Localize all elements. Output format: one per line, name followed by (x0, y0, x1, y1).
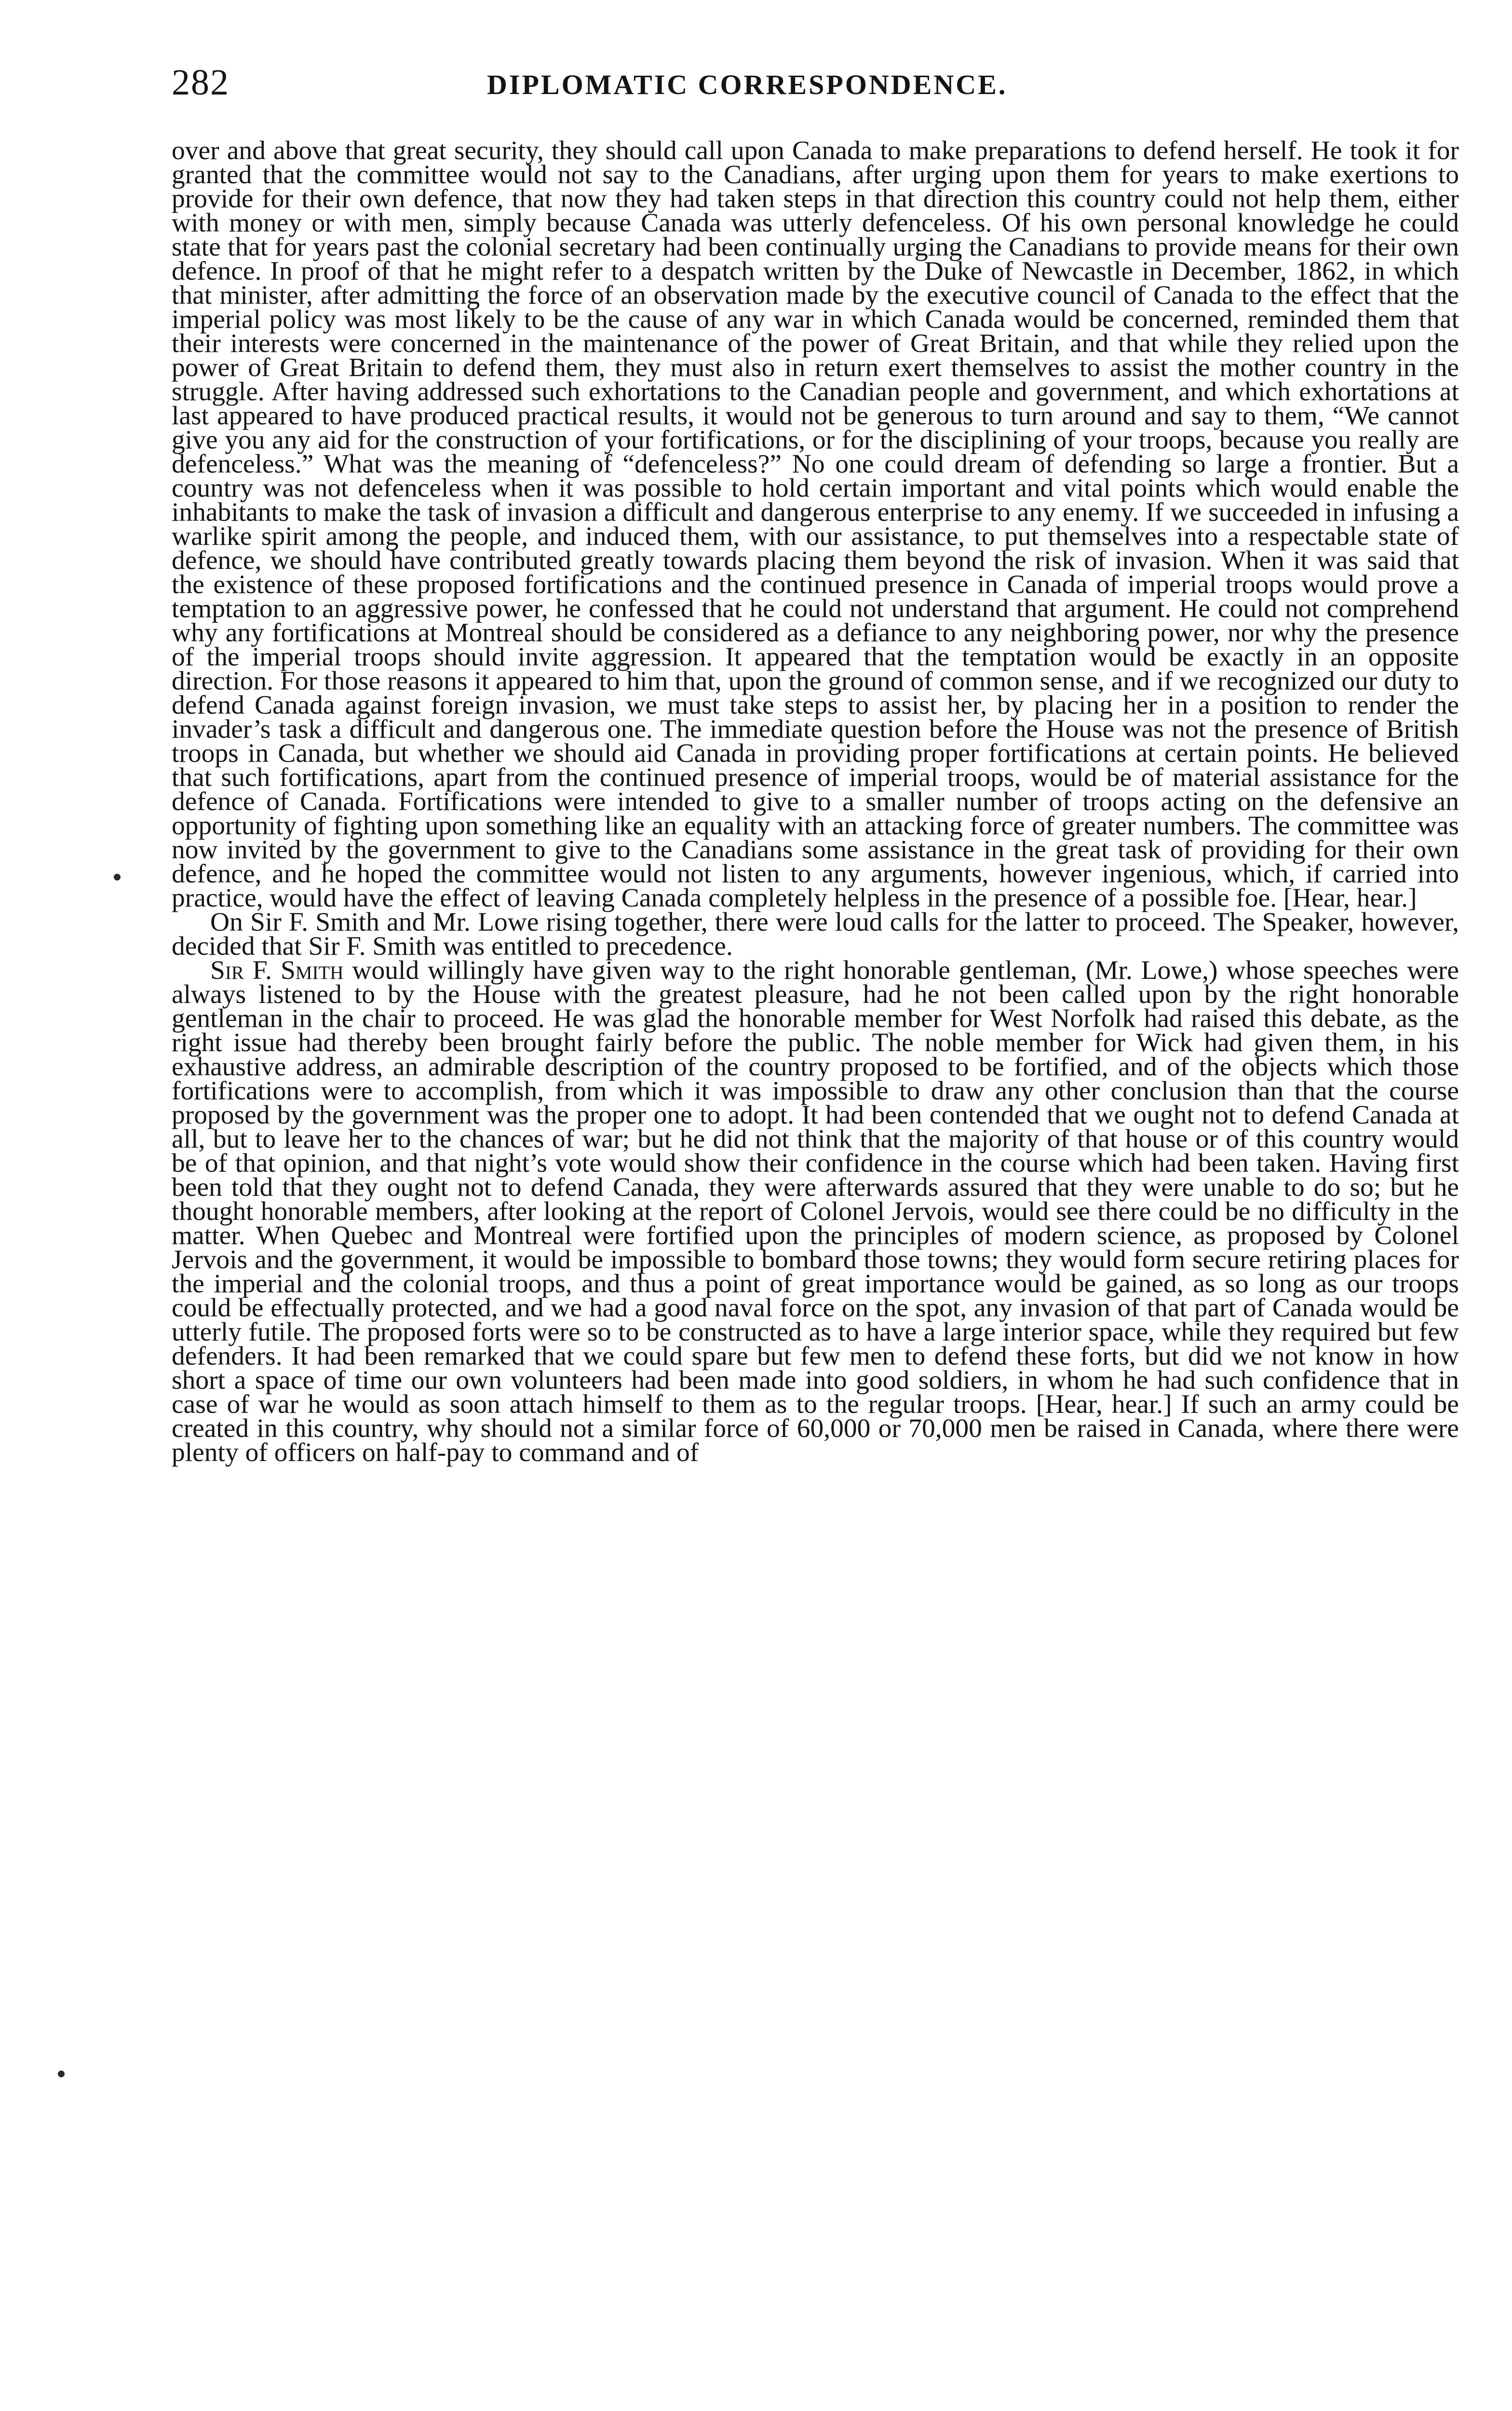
speech-text: would willingly have given way to the right honorable gentleman, (Mr. Lowe,) whose speeches were always listened to by the House with the greatest pleasure, had he not been called upon by the right honorable gentleman in the chair to proceed. He was glad the honorable member for West Norfolk had raised this debate, as the right issue had thereby been brought fairly before the public. The noble member for Wick had given them, in his exhaustive address, an admirable description of the country proposed to be fortified, and of the objects which those fortifications were to accomplish, from which it was impossible to draw any other conclusion than that the course proposed by the government was the proper one to adopt. It had been contended that we ought not to defend Canada at all, but to leave her to the chances of war; but he did not think that the majority of that house or of this country would be of that opinion, and that night’s vote would show their confidence in the course which had been taken. Having first been told that they ought not to defend Canada, they were afterwards assured that they were unable to do so; but he thought honorable members, after looking at the report of Colonel Jervois, would see there could be no difficulty in the matter. When Quebec and Montreal were fortified upon the principles of modern science, as proposed by Colonel Jervois and the government, it would be impossible to bombard those towns; they would form secure retiring places for the imperial and the colonial troops, and thus a point of great importance would be gained, as so long as our troops could be effectually protected, and we had a good naval force on the spot, any invasion of that part of Canada would be utterly futile. The proposed forts were so to be constructed as to have a large interior space, while they required but few defenders. It had been remarked that we could spare but few men to defend these forts, but did we not know in how short a space of time our own volunteers had been made into good soldiers, in whom he had such confidence that in case of war he would as soon attach himself to them as to the regular troops. [Hear, hear.] If such an army could be created in this country, why should not a similar force of 60,000 or 70,000 men be raised in Canada, where there were plenty of officers on half-pay to command and of (172, 956, 1459, 1467)
page-number: 282 (172, 62, 230, 103)
margin-dot-mark (58, 2071, 65, 2077)
margin-dot-mark (114, 874, 121, 880)
running-header (172, 62, 1473, 120)
running-title: DIPLOMATIC CORRESPONDENCE. (487, 69, 1008, 100)
body-text (172, 136, 1459, 1467)
paragraph-continued-speech: over and above that great security, they should call upon Canada to make preparations to defend herself. He took it for granted that the committee would not say to the Canadians, after urging upon them for years to make exertions to provide for their own defence, that now they had taken steps in that direction this country could not help them, either with money or with men, simply because Canada was utterly defenceless. Of his own personal knowledge he could state that for years past the colonial secretary had been continually urging the Canadians to provide means for their own defence. In proof of that he might refer to a despatch written by the Duke of Newcastle in December, 1862, in which that minister, after admitting the force of an observation made by the executive council of Canada to the effect that the imperial policy was most likely to be the cause of any war in which Canada would be concerned, reminded them that their interests were concerned in the maintenance of the power of Great Britain, and that while they relied upon the power of Great Britain to defend them, they must also in return exert themselves to assist the mother country in the struggle. After having addressed such exhortations to the Canadian people and government, and which exhortations at last appeared to have produced practical results, it would not be generous to turn around and say to them, “We cannot give you any aid for the construction of your fortifications, or for the disciplining of your troops, because you really are defenceless.” What was the meaning of “defenceless?” No one could dream of defending so large a frontier. But a country was not defenceless when it was possible to hold certain important and vital points which would enable the inhabitants to make the task of invasion a difficult and dangerous enterprise to any enemy. If we succeeded in infusing a warlike spirit among the people, and induced them, with our assistance, to put themselves into a respectable state of defence, we should have contributed greatly towards placing them beyond the risk of invasion. When it was said that the existence of these proposed fortifications and the continued presence in Canada of imperial troops would prove a temptation to an aggressive power, he confessed that he could not understand that argument. He could not comprehend why any fortifications at Montreal should be considered as a defiance to any neighboring power, nor why the presence of the imperial troops should invite aggression. It appeared that the temptation would be exactly in an opposite direction. For those reasons it appeared to him that, upon the ground of common sense, and if we recognized our duty to defend Canada against foreign invasion, we must take steps to assist her, by placing her in a position to render the invader’s task a difficult and dangerous one. The immediate question before the House was not the presence of British troops in Canada, but whether we should aid Canada in providing proper fortifications at certain points. He believed that such fortifications, apart from the continued presence of imperial troops, would be of material assistance for the defence of Canada. Fortifications were intended to give to a smaller number of troops acting on the defensive an opportunity of fighting upon something like an equality with an attacking force of greater numbers. The committee was now invited by the government to give to the Canadians some assistance in the great task of providing for their own defence, and he hoped the committee would not listen to any arguments, however ingenious, which, if carried into practice, would have the effect of leaving Canada completely helpless in the presence of a possible foe. [Hear, hear.] (172, 136, 1459, 913)
paragraph-sir-f-smith-speech (172, 956, 1459, 1467)
paragraph-speaker-note: On Sir F. Smith and Mr. Lowe rising together, there were loud calls for the latter to proceed. The Speaker, however, decided that Sir F. Smith was entitled to precedence. (172, 908, 1459, 961)
speaker-name: Sir F. Smith (210, 956, 344, 985)
